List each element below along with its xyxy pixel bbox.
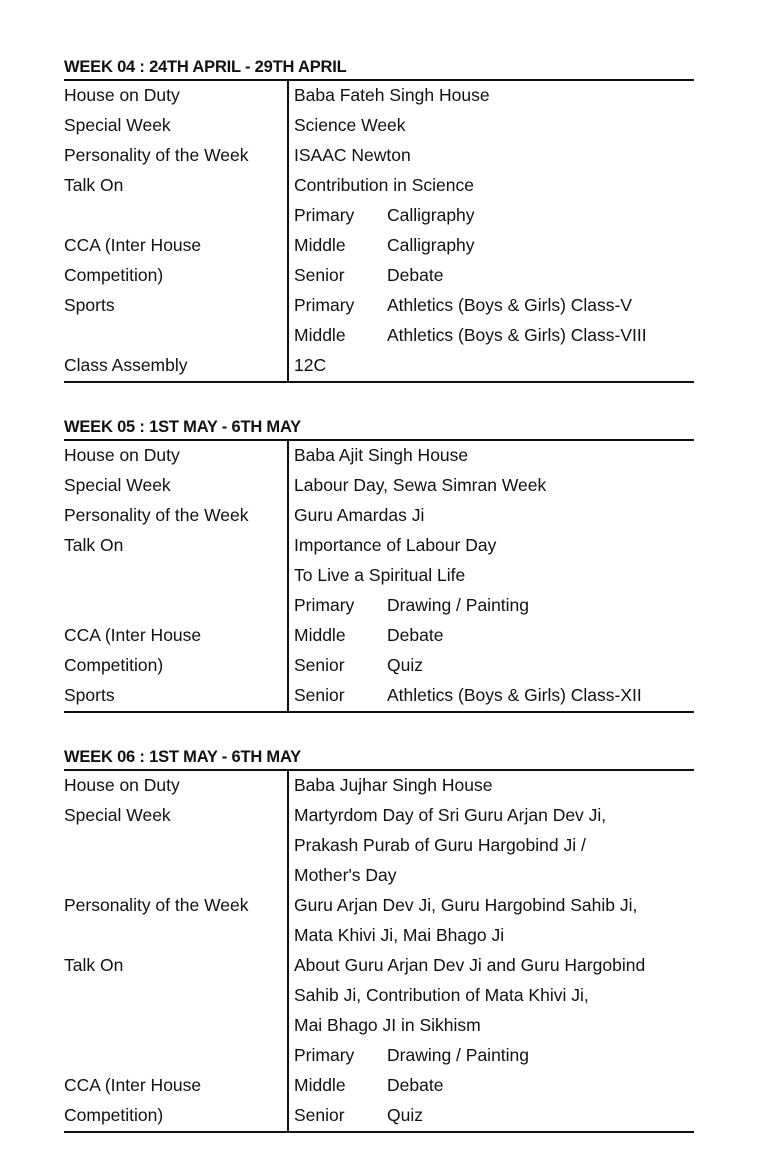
level-label: Senior (294, 1105, 345, 1125)
row-value: Baba Fateh Singh House (294, 85, 490, 105)
table-row (64, 171, 694, 201)
table-row (64, 231, 694, 261)
row-value (294, 1041, 694, 1071)
row-label: CCA (Inter House (64, 625, 202, 645)
table-row (64, 471, 694, 501)
activity-label: Calligraphy (387, 235, 475, 255)
activity-label: Drawing / Painting (387, 1045, 530, 1065)
week-title: WEEK 05 : 1ST MAY - 6TH MAY (64, 418, 301, 436)
row-value (294, 291, 694, 321)
row-value: Labour Day, Sewa Simran Week (294, 475, 547, 495)
row-value (294, 651, 694, 681)
table-row (64, 351, 694, 381)
week-title: WEEK 06 : 1ST MAY - 6TH MAY (64, 748, 301, 766)
row-value: Mai Bhago JI in Sikhism (294, 1015, 481, 1035)
activity-label: Quiz (387, 1105, 423, 1125)
level-label: Senior (294, 265, 345, 285)
row-label (64, 561, 294, 591)
row-label: CCA (Inter House (64, 235, 202, 255)
row-label: Sports (64, 295, 115, 315)
row-value: Mata Khivi Ji, Mai Bhago Ji (294, 925, 505, 945)
table-row (64, 621, 694, 651)
row-value (294, 621, 694, 651)
table-row (64, 771, 694, 801)
table-row (64, 291, 694, 321)
row-value: Baba Jujhar Singh House (294, 775, 493, 795)
row-value: Guru Amardas Ji (294, 505, 425, 525)
row-value: Mother's Day (294, 865, 397, 885)
row-label (64, 921, 294, 951)
row-label: Sports (64, 685, 115, 705)
table-row (64, 141, 694, 171)
row-value (294, 681, 694, 711)
row-value: About Guru Arjan Dev Ji and Guru Hargobind (294, 955, 646, 975)
row-label (64, 981, 294, 1011)
row-value: To Live a Spiritual Life (294, 565, 466, 585)
activity-label: Calligraphy (387, 205, 475, 225)
table-row (64, 891, 694, 921)
activity-label: Drawing / Painting (387, 595, 530, 615)
table-row (64, 1011, 694, 1041)
table-row (64, 861, 694, 891)
table-row (64, 951, 694, 981)
level-label: Middle (294, 235, 346, 255)
table-row (64, 501, 694, 531)
activity-label: Athletics (Boys & Girls) Class-VIII (387, 325, 647, 345)
table-row (64, 531, 694, 561)
table-row (64, 801, 694, 831)
activity-label: Athletics (Boys & Girls) Class-V (387, 295, 633, 315)
row-value: Baba Ajit Singh House (294, 445, 469, 465)
row-value: Science Week (294, 115, 406, 135)
level-label: Middle (294, 1075, 346, 1095)
row-label (64, 861, 294, 891)
level-label: Primary (294, 205, 355, 225)
row-value: Martyrdom Day of Sri Guru Arjan Dev Ji, (294, 805, 607, 825)
row-label: Personality of the Week (64, 895, 249, 915)
week-table (64, 79, 694, 383)
level-label: Senior (294, 685, 345, 705)
table-row (64, 561, 694, 591)
row-label (64, 201, 294, 231)
table-row (64, 441, 694, 471)
level-label: Primary (294, 1045, 355, 1065)
level-label: Primary (294, 295, 355, 315)
activity-label: Athletics (Boys & Girls) Class-XII (387, 685, 642, 705)
row-label: Talk On (64, 535, 124, 555)
row-value: Contribution in Science (294, 175, 474, 195)
table-row (64, 1101, 694, 1131)
week-section (64, 746, 694, 1133)
row-value: Prakash Purab of Guru Hargobind Ji / (294, 835, 586, 855)
row-value: ISAAC Newton (294, 145, 411, 165)
week-section (64, 416, 694, 713)
row-label: House on Duty (64, 775, 180, 795)
week-table (64, 769, 694, 1133)
level-label: Senior (294, 655, 345, 675)
row-label (64, 591, 294, 621)
row-label: Talk On (64, 175, 124, 195)
table-row (64, 261, 694, 291)
row-label: Class Assembly (64, 355, 188, 375)
row-value: Importance of Labour Day (294, 535, 497, 555)
table-row (64, 921, 694, 951)
table-row (64, 111, 694, 141)
table-row (64, 1041, 694, 1071)
table-row (64, 321, 694, 351)
row-label (64, 321, 294, 351)
row-value (294, 261, 694, 291)
table-row (64, 981, 694, 1011)
row-value (294, 231, 694, 261)
level-label: Primary (294, 595, 355, 615)
row-value: Sahib Ji, Contribution of Mata Khivi Ji, (294, 985, 589, 1005)
row-value (294, 1071, 694, 1101)
row-label: House on Duty (64, 85, 180, 105)
row-label: House on Duty (64, 445, 180, 465)
row-label: Special Week (64, 475, 171, 495)
table-row (64, 831, 694, 861)
table-row (64, 81, 694, 111)
activity-label: Debate (387, 625, 444, 645)
row-label: Special Week (64, 805, 171, 825)
row-label (64, 831, 294, 861)
row-label (64, 1041, 294, 1071)
table-row (64, 1071, 694, 1101)
row-label: Personality of the Week (64, 145, 249, 165)
table-row (64, 591, 694, 621)
table-row (64, 651, 694, 681)
row-value: 12C (294, 355, 327, 375)
row-label (64, 1011, 294, 1041)
row-label: Competition) (64, 1105, 164, 1125)
row-label: Special Week (64, 115, 171, 135)
level-label: Middle (294, 625, 346, 645)
row-label: CCA (Inter House (64, 1075, 202, 1095)
level-label: Middle (294, 325, 346, 345)
row-label: Personality of the Week (64, 505, 249, 525)
row-value (294, 201, 694, 231)
row-label: Competition) (64, 265, 164, 285)
row-label: Competition) (64, 655, 164, 675)
activity-label: Debate (387, 265, 444, 285)
row-value (294, 321, 694, 351)
week-title: WEEK 04 : 24TH APRIL - 29TH APRIL (64, 58, 347, 76)
table-row (64, 681, 694, 711)
row-value (294, 591, 694, 621)
activity-label: Quiz (387, 655, 423, 675)
row-value: Guru Arjan Dev Ji, Guru Hargobind Sahib Ji, (294, 895, 638, 915)
table-row (64, 201, 694, 231)
week-table (64, 439, 694, 713)
week-section (64, 56, 694, 383)
activity-label: Debate (387, 1075, 444, 1095)
row-value (294, 1101, 694, 1131)
row-label: Talk On (64, 955, 124, 975)
